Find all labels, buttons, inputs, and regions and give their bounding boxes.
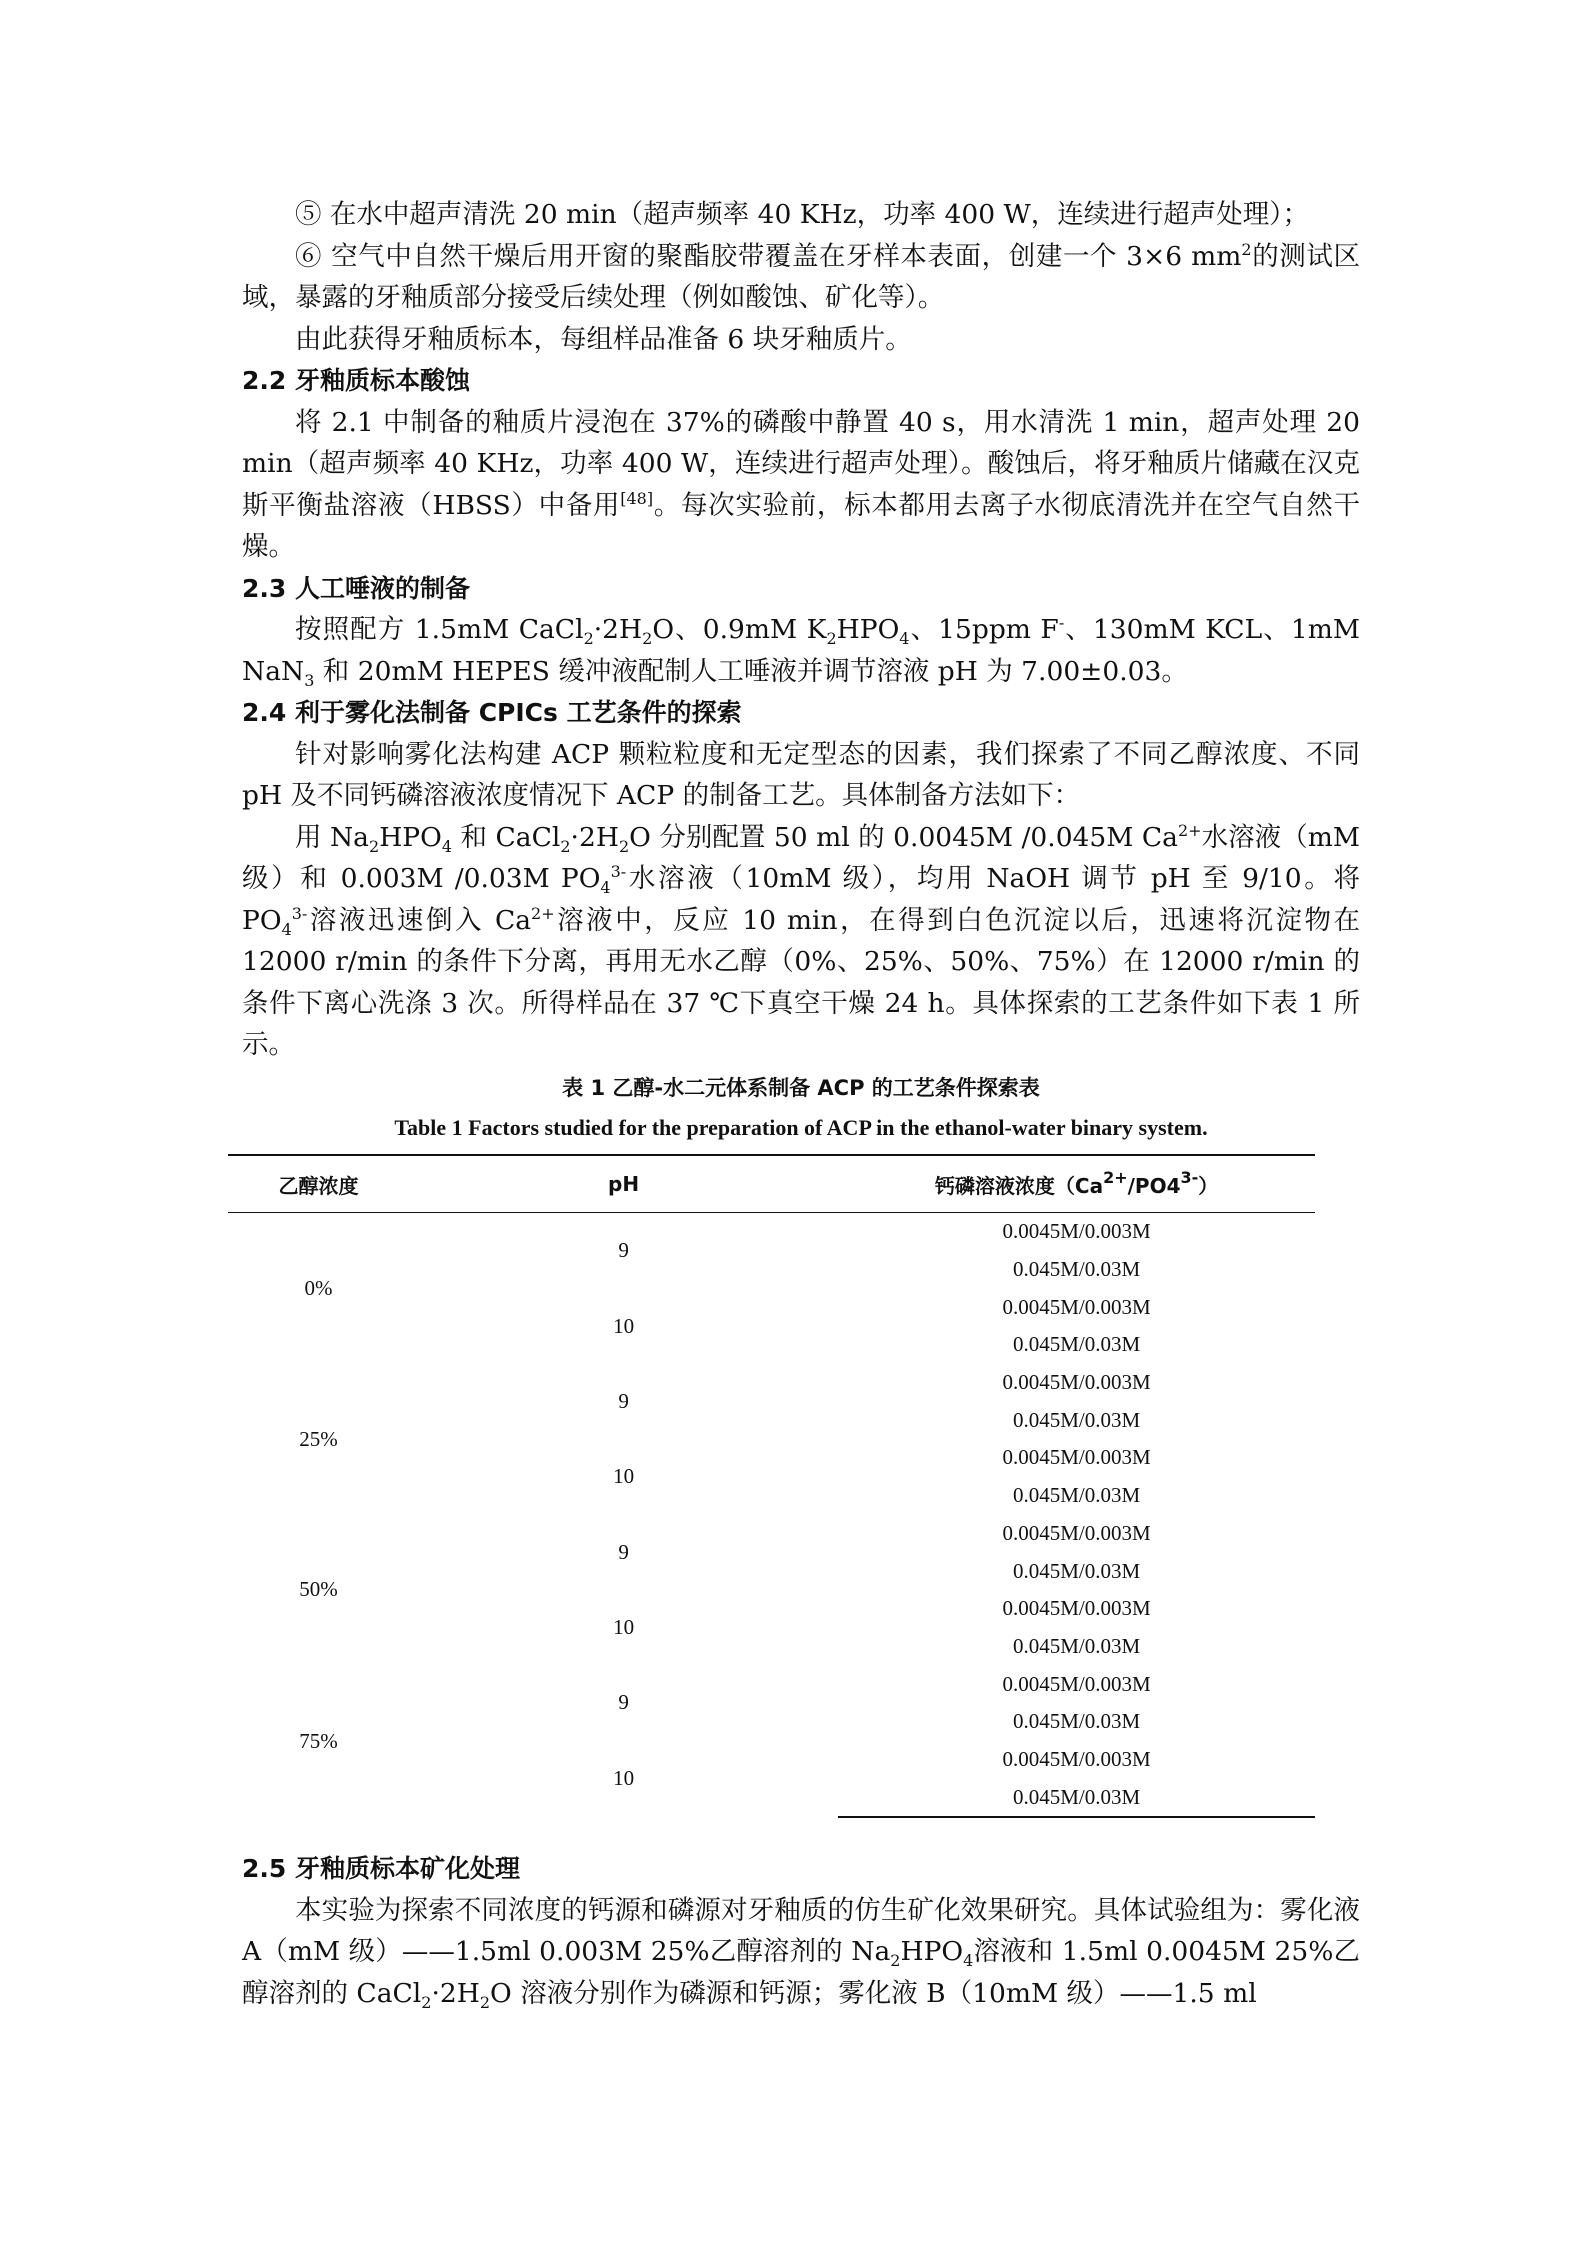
cell-concentration: 0.0045M/0.003M bbox=[1002, 1671, 1151, 1696]
section-2-5-body: 本实验为探索不同浓度的钙源和磷源对牙釉质的仿生矿化效果研究。具体试验组为：雾化液 A（mM 级）——1.5ml 0.003M 25%乙醇溶剂的 $Na_2HPO_4$溶液和 1.5ml 0.0045M 25%乙醇溶剂的 $CaCl_2\cdot 2H_2O$ 溶液分别作为磷源和钙源；雾化液 B（10mM 级）——1.5 ml bbox=[242, 1894, 1360, 2012]
cell-ph: 9 bbox=[618, 1238, 629, 1263]
cell-ph: 10 bbox=[613, 1313, 635, 1338]
cell-ph: 9 bbox=[618, 1539, 629, 1564]
section-2-3-body: 按照配方 1.5mM $CaCl_2\cdot 2H_2O$、0.9mM $K_2HPO_4$、15ppm F-、130mM KCL、1mM NaN$_3$ 和 20mM HEPES 缓冲液配制人工唾液并调节溶液 pH 为 7.00±0.03。 bbox=[242, 613, 1360, 690]
cell-concentration: 0.045M/0.03M bbox=[1013, 1633, 1141, 1658]
conditions-table bbox=[228, 1154, 1315, 1818]
procedure-step-5: ⑤ 在水中超声清洗 20 min（超声频率 40 KHz，功率 400 W，连续进行超声处理）； bbox=[295, 199, 1310, 230]
cell-ph: 9 bbox=[618, 1388, 629, 1413]
cell-ethanol: 0% bbox=[304, 1275, 333, 1300]
cell-ethanol: 75% bbox=[299, 1728, 338, 1753]
cell-concentration: 0.0045M/0.003M bbox=[1002, 1596, 1151, 1621]
section-heading-2-5: 2.5 牙釉质标本矿化处理 bbox=[242, 1854, 520, 1883]
cell-ethanol: 50% bbox=[299, 1577, 338, 1602]
cell-concentration: 0.045M/0.03M bbox=[838, 1778, 1315, 1817]
cell-concentration: 0.0045M/0.003M bbox=[1002, 1445, 1151, 1470]
cell-concentration: 0.045M/0.03M bbox=[1013, 1332, 1141, 1357]
cell-concentration: 0.0045M/0.003M bbox=[1002, 1294, 1151, 1319]
cell-concentration: 0.045M/0.03M bbox=[1013, 1257, 1141, 1282]
section-heading-2-2: 2.2 牙釉质标本酸蚀 bbox=[242, 366, 470, 395]
cell-concentration: 0.045M/0.03M bbox=[1013, 1407, 1141, 1432]
section-2-4-method: 用 $Na_2HPO_4$ 和 $CaCl_2\cdot 2H_2O$ 分别配置 50 ml 的 0.0045M /0.045M $Ca^{2+}$水溶液（mM 级）和 0.003M /0.03M $PO_4^{3-}$水溶液（10mM 级），均用 NaOH 调节 pH 至 9/10。将 $PO_4^{3-}$溶液迅速倒入 $Ca^{2+}$溶液中，反应 10 min，在得到白色沉淀以后，迅速将沉淀物在 12000 r/min 的条件下分离，再用无水乙醇（0%、25%、50%、75%）在 12000 r/min 的条件下离心洗涤 3 次。所得样品在 37 ℃下真空干燥 24 h。具体探索的工艺条件如下表 1 所示。 bbox=[242, 820, 1360, 1060]
table-row bbox=[228, 1213, 1315, 1251]
section-heading-2-4: 2.4 利于雾化法制备 CPICs 工艺条件的探索 bbox=[242, 698, 742, 727]
table-body bbox=[228, 1213, 1315, 1818]
cell-ph: 10 bbox=[613, 1615, 635, 1640]
procedure-step-6: ⑥ 空气中自然干燥后用开窗的聚酯胶带覆盖在牙样本表面，创建一个 3×6 $mm^2$的测试区域，暴露的牙釉质部分接受后续处理（例如酸蚀、矿化等）。 bbox=[242, 239, 1361, 313]
header-ph: pH bbox=[409, 1155, 838, 1213]
section-2-2-body: 将 2.1 中制备的釉质片浸泡在 37%的磷酸中静置 40 s，用水清洗 1 min，超声处理 20 min（超声频率 40 KHz，功率 400 W，连续进行超声处理）。酸蚀后，将牙釉质片储藏在汉克斯平衡盐溶液（HBSS）中备用[48]。每次实验前，标本都用去离子水彻底清洗并在空气自然干燥。 bbox=[242, 406, 1361, 562]
cell-concentration: 0.045M/0.03M bbox=[1013, 1558, 1141, 1583]
cell-concentration: 0.0045M/0.003M bbox=[1002, 1219, 1151, 1244]
table-row bbox=[228, 1665, 1315, 1703]
cell-ph: 9 bbox=[618, 1690, 629, 1715]
section-heading-2-3: 2.3 人工唾液的制备 bbox=[242, 573, 470, 603]
table-row bbox=[228, 1364, 1315, 1402]
section-2-4-intro: 针对影响雾化法构建 ACP 颗粒粒度和无定型态的因素，我们探索了不同乙醇浓度、不同 pH 及不同钙磷溶液浓度情况下 ACP 的制备工艺。具体制备方法如下： bbox=[242, 738, 1360, 811]
cell-concentration: 0.0045M/0.003M bbox=[1002, 1370, 1151, 1395]
cell-concentration: 0.0045M/0.003M bbox=[1002, 1520, 1151, 1545]
procedure-summary: 由此获得牙釉质标本，每组样品准备 6 块牙釉质片。 bbox=[295, 323, 912, 355]
table-caption-zh: 表 1 乙醇-水二元体系制备 ACP 的工艺条件探索表 bbox=[562, 1076, 1040, 1100]
cell-concentration: 0.045M/0.03M bbox=[1013, 1483, 1141, 1508]
table-header-row bbox=[228, 1155, 1315, 1213]
cell-ph: 10 bbox=[613, 1464, 635, 1489]
cell-concentration: 0.0045M/0.003M bbox=[1002, 1746, 1151, 1771]
cell-ethanol: 25% bbox=[299, 1426, 338, 1451]
header-concentration: 钙磷溶液浓度$(Ca^{2+}/PO4^{3-})$ bbox=[838, 1155, 1315, 1213]
cell-ph: 10 bbox=[613, 1766, 635, 1791]
table-caption-en: Table 1 Factors studied for the preparation of ACP in the ethanol-water binary system. bbox=[394, 1115, 1208, 1140]
cell-concentration: 0.045M/0.03M bbox=[1013, 1709, 1141, 1734]
header-ethanol: 乙醇浓度 bbox=[228, 1155, 409, 1213]
table-row bbox=[228, 1515, 1315, 1553]
